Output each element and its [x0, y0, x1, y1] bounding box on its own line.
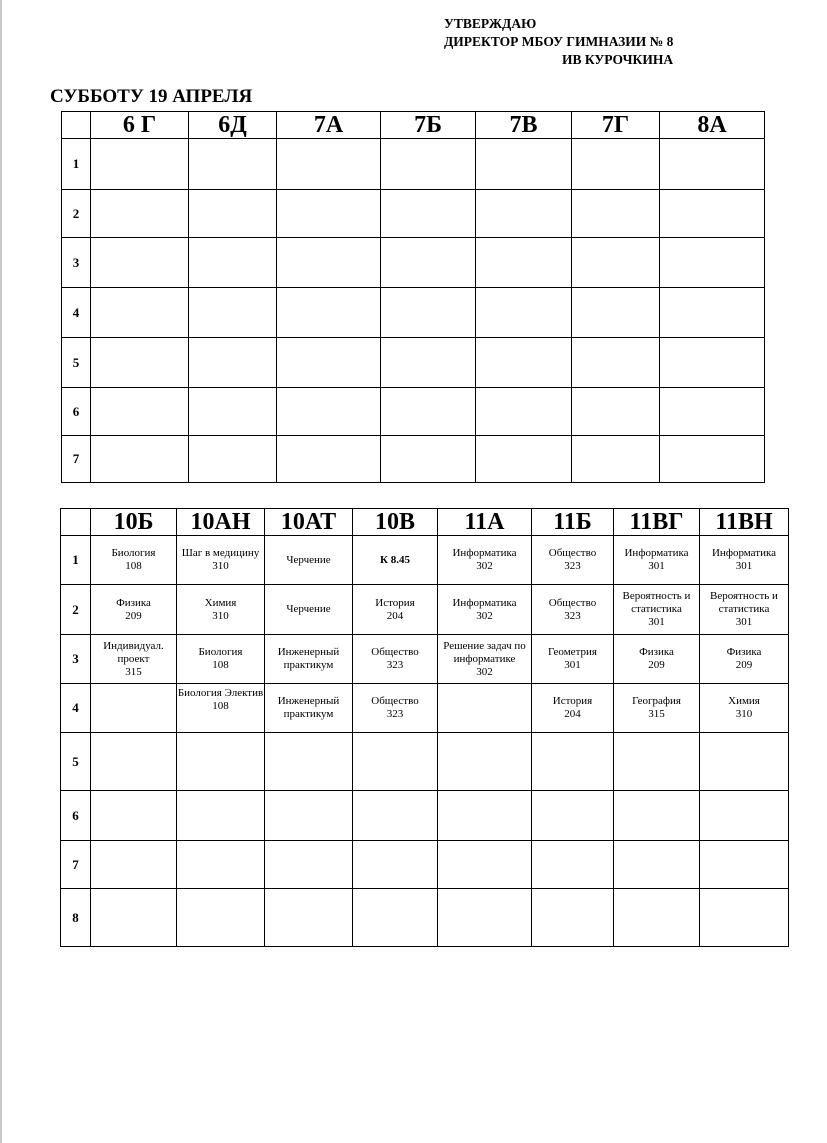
lesson-number: 8: [61, 889, 91, 947]
room-number: 323: [564, 560, 581, 572]
room-number: 315: [125, 665, 142, 678]
schedule-cell: [189, 436, 277, 483]
class-header: 10Б: [91, 509, 177, 536]
lesson-number: 1: [62, 139, 91, 190]
table-row: [61, 585, 789, 635]
approval-line-2: ДИРЕКТОР МБОУ ГИМНАЗИИ № 8: [444, 34, 674, 49]
schedule-cell: [91, 684, 177, 733]
subject-name: Вероятность и статистика: [710, 590, 778, 615]
schedule-cell: [700, 635, 789, 684]
room-number: 310: [735, 708, 753, 720]
schedule-cell: [265, 585, 353, 635]
subject-name: Физика: [726, 646, 762, 658]
schedule-cell: [476, 190, 572, 238]
room-number: 301: [648, 616, 665, 628]
schedule-cell: [438, 635, 532, 684]
room-number: 108: [212, 659, 229, 671]
subject-name: География: [632, 695, 681, 707]
schedule-cell: [353, 733, 438, 791]
schedule-cell: [572, 288, 660, 338]
schedule-cell: [189, 238, 277, 288]
schedule-cell: [572, 139, 660, 190]
subject-name: Химия: [204, 596, 237, 609]
room-number: 323: [386, 708, 404, 720]
subject-name: Информатика: [624, 547, 689, 559]
lesson-number: 6: [62, 388, 91, 436]
schedule-cell: [438, 733, 532, 791]
subject-name: Шаг в медицину: [181, 547, 260, 559]
schedule-cell: [532, 841, 614, 889]
schedule-cell: [438, 536, 532, 585]
schedule-cell: [532, 684, 614, 733]
table-row: [61, 841, 789, 889]
day-title: СУББОТУ 19 АПРЕЛЯ: [50, 86, 253, 107]
schedule-cell: [177, 791, 265, 841]
schedule-cell: [381, 436, 476, 483]
schedule-cell: [265, 791, 353, 841]
subject-name: Общество: [371, 646, 419, 658]
schedule-cell: [381, 238, 476, 288]
subject-name: Общество: [371, 695, 419, 707]
table-row: [61, 889, 789, 947]
schedule-cell: [381, 190, 476, 238]
class-header: 10АТ: [265, 509, 353, 536]
table-row: [61, 684, 789, 733]
schedule-cell: [614, 536, 700, 585]
room-number: 302: [476, 560, 493, 572]
subject-name: Химия: [728, 695, 760, 707]
lesson-number: 5: [61, 733, 91, 791]
lesson-number: 7: [61, 841, 91, 889]
subject-name: Инженерный практикум: [277, 646, 340, 671]
class-header: 7А: [277, 112, 381, 139]
table-row: [62, 238, 765, 288]
table-row: [61, 536, 789, 585]
schedule-cell: [660, 139, 765, 190]
schedule-cell: [381, 139, 476, 190]
table-row: [62, 436, 765, 483]
subject-name: Информатика: [452, 547, 517, 559]
schedule-cell: [353, 791, 438, 841]
lesson-number: 1: [61, 536, 91, 585]
lesson-number: 6: [61, 791, 91, 841]
class-header: 11Б: [532, 509, 614, 536]
schedule-cell: [438, 791, 532, 841]
schedule-cell: [532, 585, 614, 635]
schedule-cell: [91, 288, 189, 338]
table-row: [61, 635, 789, 684]
class-header: 11ВН: [700, 509, 789, 536]
schedule-cell: [91, 139, 189, 190]
schedule-cell: [353, 684, 438, 733]
table-row: [62, 190, 765, 238]
class-header: 6 Г: [91, 112, 189, 139]
lesson-number: 5: [62, 338, 91, 388]
schedule-cell: [91, 635, 177, 684]
room-number: 310: [212, 609, 229, 622]
subject-name: Биология: [111, 547, 156, 559]
subject-name: Решение задач по информатике: [443, 639, 526, 665]
room-number: 301: [648, 560, 665, 572]
schedule-cell: [381, 288, 476, 338]
room-number: 209: [648, 659, 665, 671]
schedule-cell: [700, 684, 789, 733]
subject-name: Физика: [639, 646, 674, 658]
schedule-cell: [265, 635, 353, 684]
subject-name: Физика: [116, 596, 151, 609]
schedule-table-grades-6-8: [61, 111, 765, 483]
table-row: [62, 139, 765, 190]
schedule-cell: [660, 338, 765, 388]
schedule-cell: [91, 536, 177, 585]
class-header: 10В: [353, 509, 438, 536]
schedule-cell: [614, 791, 700, 841]
subject-name: История: [375, 596, 415, 609]
class-header: 6Д: [189, 112, 277, 139]
schedule-cell: [614, 733, 700, 791]
schedule-table-grades-10-11: [60, 508, 789, 947]
room-number: 204: [564, 708, 581, 720]
schedule-cell: [177, 536, 265, 585]
schedule-cell: [277, 388, 381, 436]
class-header: 7Г: [572, 112, 660, 139]
schedule-cell: [476, 388, 572, 436]
lesson-number: 4: [61, 684, 91, 733]
schedule-cell: [438, 889, 532, 947]
room-number: 209: [125, 609, 142, 622]
room-number: 204: [386, 609, 404, 622]
class-header: 11ВГ: [614, 509, 700, 536]
schedule-cell: [660, 238, 765, 288]
schedule-cell: [572, 238, 660, 288]
schedule-cell: [265, 536, 353, 585]
schedule-cell: [660, 388, 765, 436]
schedule-cell: [277, 139, 381, 190]
schedule-cell: [277, 288, 381, 338]
lesson-number: 4: [62, 288, 91, 338]
lesson-number-header: [61, 509, 91, 536]
schedule-cell: [572, 190, 660, 238]
schedule-cell: [532, 635, 614, 684]
schedule-cell: [700, 841, 789, 889]
schedule-cell: [189, 288, 277, 338]
schedule-cell: [614, 585, 700, 635]
schedule-cell: [91, 238, 189, 288]
schedule-cell: [189, 190, 277, 238]
page-edge-line: [0, 0, 2, 1143]
schedule-cell: [476, 238, 572, 288]
schedule-cell: [177, 635, 265, 684]
schedule-cell: [438, 841, 532, 889]
schedule-cell: [177, 585, 265, 635]
subject-name: История: [552, 695, 593, 707]
schedule-cell: [265, 733, 353, 791]
room-number: 302: [476, 609, 493, 622]
schedule-cell: [189, 388, 277, 436]
room-number: 302: [476, 665, 493, 678]
subject-name: Биология: [198, 646, 243, 658]
schedule-cell: [532, 733, 614, 791]
subject-name: Геометрия: [548, 646, 597, 658]
schedule-cell: [532, 536, 614, 585]
schedule-cell: [91, 889, 177, 947]
schedule-cell: [177, 841, 265, 889]
subject-name: Черчение: [286, 553, 331, 566]
schedule-cell: [353, 585, 438, 635]
subject-name: К 8.45: [380, 553, 410, 566]
lesson-number: 7: [62, 436, 91, 483]
schedule-cell: [91, 733, 177, 791]
schedule-cell: [572, 338, 660, 388]
schedule-cell: [353, 536, 438, 585]
room-number: 323: [564, 609, 581, 622]
table-header-row: [62, 112, 765, 139]
subject-name: Индивидуал. проект: [103, 639, 164, 665]
schedule-cell: [177, 684, 265, 733]
schedule-cell: [660, 190, 765, 238]
room-number: 209: [735, 659, 753, 671]
schedule-cell: [700, 889, 789, 947]
schedule-cell: [91, 338, 189, 388]
schedule-cell: [189, 338, 277, 388]
schedule-cell: [532, 889, 614, 947]
schedule-cell: [265, 684, 353, 733]
schedule-cell: [277, 436, 381, 483]
schedule-cell: [353, 889, 438, 947]
class-header: 8А: [660, 112, 765, 139]
room-number: 301: [564, 659, 581, 671]
schedule-cell: [614, 684, 700, 733]
schedule-cell: [438, 684, 532, 733]
schedule-cell: [572, 436, 660, 483]
room-number: 108: [125, 560, 142, 572]
schedule-cell: [177, 733, 265, 791]
room-number: 310: [212, 560, 229, 572]
table-row: [61, 733, 789, 791]
subject-name: Вероятность и статистика: [622, 590, 691, 615]
schedule-cell: [353, 635, 438, 684]
subject-name: Общество: [548, 547, 597, 559]
schedule-cell: [277, 190, 381, 238]
class-header: 11А: [438, 509, 532, 536]
schedule-cell: [660, 436, 765, 483]
subject-name: Биология Электив: [177, 687, 264, 699]
schedule-cell: [614, 841, 700, 889]
schedule-cell: [177, 889, 265, 947]
schedule-cell: [532, 791, 614, 841]
schedule-cell: [91, 791, 177, 841]
approval-block: [444, 15, 673, 69]
subject-name: Общество: [548, 596, 597, 609]
schedule-cell: [476, 139, 572, 190]
schedule-cell: [381, 338, 476, 388]
schedule-cell: [353, 841, 438, 889]
schedule-cell: [381, 388, 476, 436]
schedule-cell: [700, 791, 789, 841]
schedule-cell: [660, 288, 765, 338]
schedule-cell: [572, 388, 660, 436]
schedule-cell: [700, 733, 789, 791]
subject-name: Информатика: [711, 547, 777, 559]
schedule-cell: [476, 436, 572, 483]
lesson-number-header: [62, 112, 91, 139]
schedule-cell: [277, 238, 381, 288]
table-row: [61, 791, 789, 841]
table-row: [62, 288, 765, 338]
table-row: [62, 388, 765, 436]
table-row: [62, 338, 765, 388]
schedule-cell: [476, 288, 572, 338]
schedule-cell: [91, 841, 177, 889]
schedule-cell: [476, 338, 572, 388]
schedule-cell: [438, 585, 532, 635]
lesson-number: 2: [61, 585, 91, 635]
room-number: 315: [648, 708, 665, 720]
lesson-number: 3: [61, 635, 91, 684]
schedule-cell: [91, 388, 189, 436]
subject-name: Информатика: [452, 596, 517, 609]
lesson-number: 3: [62, 238, 91, 288]
class-header: 7Б: [381, 112, 476, 139]
schedule-cell: [614, 889, 700, 947]
schedule-cell: [265, 841, 353, 889]
room-number: 323: [386, 659, 404, 671]
approval-line-1: УТВЕРЖДАЮ: [444, 16, 537, 31]
schedule-cell: [277, 338, 381, 388]
schedule-cell: [91, 585, 177, 635]
subject-name: Инженерный практикум: [277, 695, 340, 720]
approval-line-3: ИВ КУРОЧКИНА: [562, 52, 674, 67]
room-number: 301: [735, 560, 753, 572]
class-header: 7В: [476, 112, 572, 139]
schedule-cell: [700, 536, 789, 585]
schedule-cell: [91, 436, 189, 483]
schedule-cell: [91, 190, 189, 238]
subject-name: Черчение: [286, 603, 331, 615]
table-header-row: [61, 509, 789, 536]
schedule-cell: [265, 889, 353, 947]
schedule-cell: [700, 585, 789, 635]
lesson-number: 2: [62, 190, 91, 238]
schedule-cell: [614, 635, 700, 684]
schedule-cell: [189, 139, 277, 190]
class-header: 10АН: [177, 509, 265, 536]
room-number: 301: [735, 616, 753, 628]
room-number: 108: [212, 700, 229, 712]
